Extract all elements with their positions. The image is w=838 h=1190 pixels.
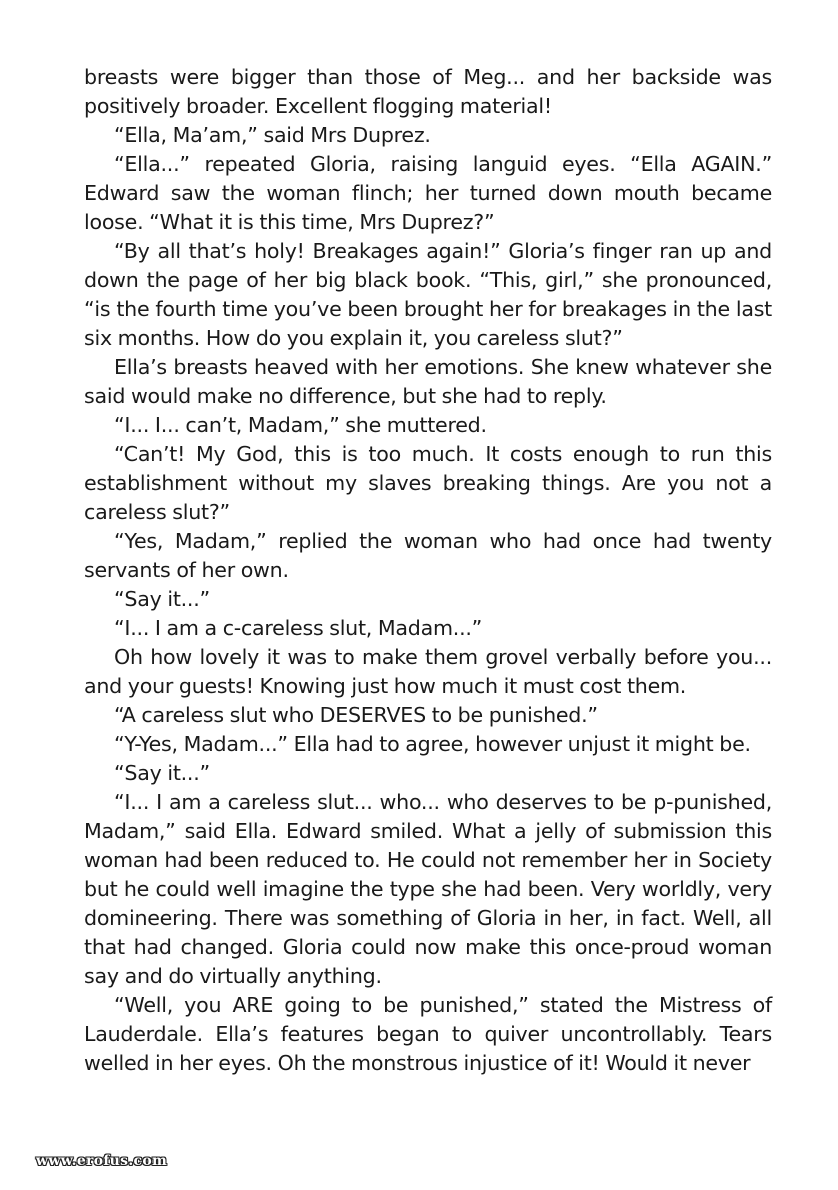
paragraph-9: “Say it...” [114,587,210,611]
paragraph-11: Oh how lovely it was to make them grovel verbally before you... and your guests! Knowing just how much it must cost them. [84,645,772,698]
paragraph-14: “Say it...” [114,761,210,785]
paragraph-16: “Well, you ARE going to be punished,” stated the Mistress of Lauderdale. Ella’s features began to quiver uncontrollably. Tears welled in her eyes. Oh the monstrous injustice of it! Would it never [84,993,772,1075]
paragraph-13: “Y-Yes, Madam...” Ella had to agree, however unjust it might be. [114,732,751,756]
paragraph-1: breasts were bigger than those of Meg... and her backside was positively broader. Excellent flogging material! [84,65,772,118]
paragraph-15: “I... I am a careless slut... who... who deserves to be p-punished, Madam,” said Ella. Edward smiled. What a jelly of submission this woman had been reduced to. He could not remember her in Society but he could well imagine the type she had been. Very worldly, very domineering. There was something of Gloria in her, in fact. Well, all that had changed. Gloria could now make this once-proud woman say and do virtually anything. [84,790,772,988]
paragraph-6: “I... I... can’t, Madam,” she muttered. [114,413,487,437]
paragraph-2: “Ella, Ma’am,” said Mrs Duprez. [114,123,431,147]
paragraph-10: “I... I am a c-careless slut, Madam...” [114,616,483,640]
paragraph-7: “Can’t! My God, this is too much. It costs enough to run this establishment without my slaves breaking things. Are you not a careless slut?” [84,442,772,524]
paragraph-12: “A careless slut who DESERVES to be punished.” [114,703,598,727]
paragraph-5: Ella’s breasts heaved with her emotions. She knew whatever she said would make no difference, but she had to reply. [84,355,772,408]
paragraph-8: “Yes, Madam,” replied the woman who had once had twenty servants of her own. [84,529,772,582]
page-body [84,63,772,1078]
paragraph-3: “Ella...” repeated Gloria, raising languid eyes. “Ella AGAIN.” Edward saw the woman flinch; her turned down mouth became loose. “What it is this time, Mrs Duprez?” [84,152,772,234]
watermark-text: www.erofus.com [36,1153,168,1169]
paragraph-4: “By all that’s holy! Breakages again!” Gloria’s finger ran up and down the page of her big black book. “This, girl,” she pronounced, “is the fourth time you’ve been brought her for breakages in the last six months. How do you explain it, you careless slut?” [84,239,772,350]
